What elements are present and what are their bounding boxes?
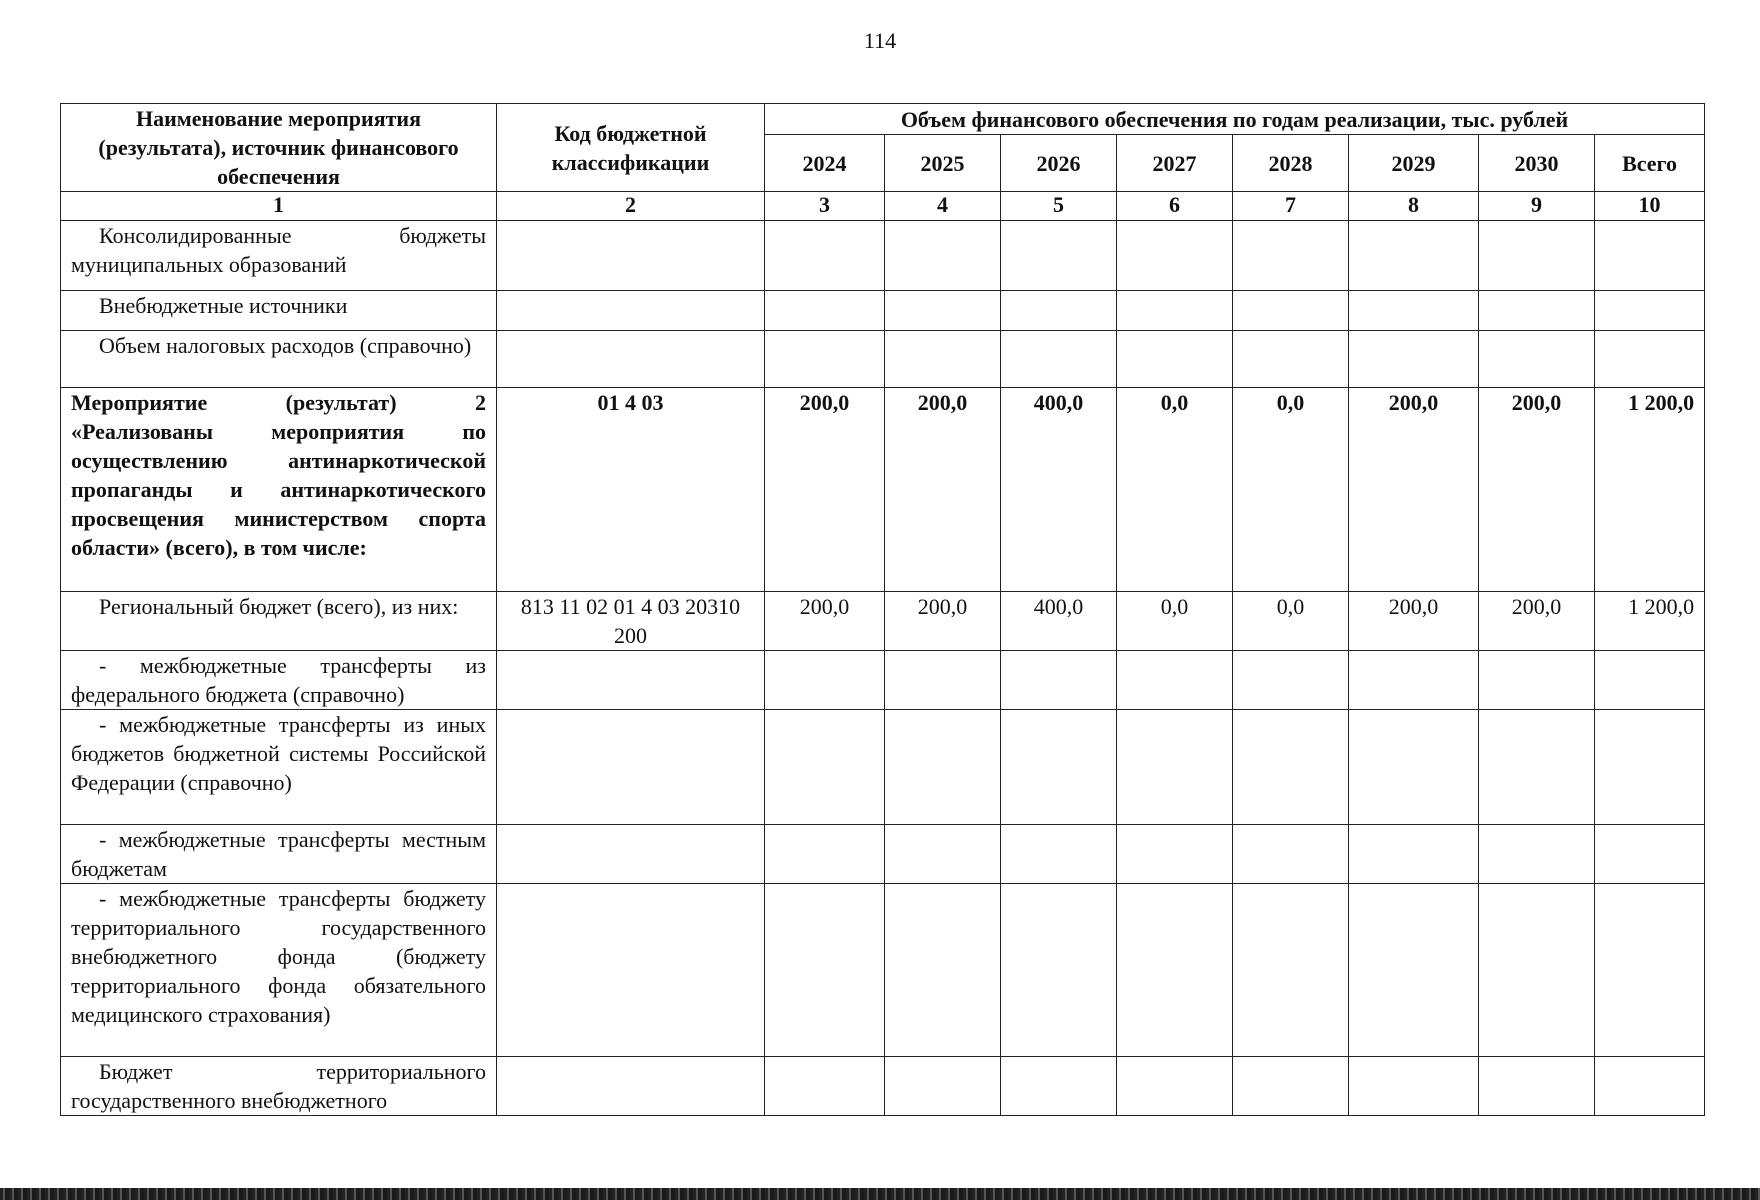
column-number: 10 bbox=[1595, 192, 1705, 221]
value-cell bbox=[1117, 825, 1233, 884]
header-year-2024: 2024 bbox=[765, 135, 885, 192]
value-cell bbox=[1001, 710, 1117, 825]
row-code bbox=[497, 825, 765, 884]
table-row bbox=[61, 651, 1705, 710]
row-code: 813 11 02 01 4 03 20310 200 bbox=[497, 592, 765, 651]
value-cell: 200,0 bbox=[1479, 388, 1595, 592]
value-cell: 200,0 bbox=[1479, 592, 1595, 651]
value-cell bbox=[1117, 1057, 1233, 1116]
value-cell bbox=[1233, 710, 1349, 825]
value-cell bbox=[765, 221, 885, 291]
row-name: - межбюджетные трансферты бюджету территориального государственного внебюджетного фонда (бюджету территориального фонда обязательного медицинского страхования) bbox=[61, 884, 497, 1057]
value-cell bbox=[1349, 1057, 1479, 1116]
value-cell bbox=[765, 1057, 885, 1116]
row-code: 01 4 03 bbox=[497, 388, 765, 592]
value-cell bbox=[1117, 710, 1233, 825]
value-cell bbox=[765, 884, 885, 1057]
value-cell: 0,0 bbox=[1233, 388, 1349, 592]
value-cell bbox=[1001, 825, 1117, 884]
value-cell bbox=[1233, 291, 1349, 331]
total-cell bbox=[1595, 825, 1705, 884]
value-cell: 200,0 bbox=[1349, 388, 1479, 592]
value-cell: 200,0 bbox=[765, 388, 885, 592]
value-cell: 400,0 bbox=[1001, 592, 1117, 651]
row-code bbox=[497, 291, 765, 331]
column-number-row bbox=[61, 192, 1705, 221]
row-name: - межбюджетные трансферты местным бюджетам bbox=[61, 825, 497, 884]
value-cell bbox=[1233, 825, 1349, 884]
total-cell bbox=[1595, 221, 1705, 291]
total-cell bbox=[1595, 1057, 1705, 1116]
column-number: 6 bbox=[1117, 192, 1233, 221]
value-cell bbox=[1349, 651, 1479, 710]
value-cell bbox=[1117, 221, 1233, 291]
value-cell bbox=[885, 221, 1001, 291]
value-cell bbox=[1349, 331, 1479, 388]
row-code bbox=[497, 221, 765, 291]
value-cell bbox=[1349, 825, 1479, 884]
value-cell bbox=[1117, 291, 1233, 331]
value-cell: 0,0 bbox=[1117, 388, 1233, 592]
value-cell bbox=[885, 884, 1001, 1057]
header-total: Всего bbox=[1595, 135, 1705, 192]
row-code bbox=[497, 710, 765, 825]
value-cell: 0,0 bbox=[1117, 592, 1233, 651]
header-row-top bbox=[61, 104, 1705, 135]
value-cell: 200,0 bbox=[885, 388, 1001, 592]
value-cell bbox=[1001, 331, 1117, 388]
value-cell: 0,0 bbox=[1233, 592, 1349, 651]
value-cell bbox=[1349, 221, 1479, 291]
header-year-2029: 2029 bbox=[1349, 135, 1479, 192]
value-cell bbox=[885, 651, 1001, 710]
table-row bbox=[61, 1057, 1705, 1116]
value-cell bbox=[1001, 1057, 1117, 1116]
value-cell bbox=[1349, 884, 1479, 1057]
table-row bbox=[61, 331, 1705, 388]
value-cell bbox=[1479, 1057, 1595, 1116]
value-cell bbox=[1349, 710, 1479, 825]
financing-table bbox=[60, 103, 1705, 1116]
value-cell bbox=[885, 331, 1001, 388]
value-cell bbox=[765, 291, 885, 331]
value-cell bbox=[765, 710, 885, 825]
row-code bbox=[497, 651, 765, 710]
total-cell bbox=[1595, 291, 1705, 331]
value-cell bbox=[1479, 651, 1595, 710]
value-cell bbox=[1233, 651, 1349, 710]
value-cell bbox=[1233, 221, 1349, 291]
value-cell bbox=[885, 710, 1001, 825]
total-cell bbox=[1595, 884, 1705, 1057]
total-cell bbox=[1595, 710, 1705, 825]
table-row bbox=[61, 825, 1705, 884]
value-cell bbox=[765, 651, 885, 710]
value-cell bbox=[765, 331, 885, 388]
total-cell bbox=[1595, 651, 1705, 710]
value-cell bbox=[1479, 331, 1595, 388]
value-cell bbox=[1233, 1057, 1349, 1116]
row-code bbox=[497, 331, 765, 388]
header-year-2028: 2028 bbox=[1233, 135, 1349, 192]
row-name: Внебюджетные источники bbox=[61, 291, 497, 331]
header-year-2026: 2026 bbox=[1001, 135, 1117, 192]
value-cell bbox=[1001, 651, 1117, 710]
column-number: 3 bbox=[765, 192, 885, 221]
value-cell bbox=[1001, 221, 1117, 291]
header-year-2027: 2027 bbox=[1117, 135, 1233, 192]
total-cell bbox=[1595, 331, 1705, 388]
value-cell: 200,0 bbox=[1349, 592, 1479, 651]
value-cell bbox=[1233, 884, 1349, 1057]
row-name: - межбюджетные трансферты из иных бюджетов бюджетной системы Российской Федерации (справочно) bbox=[61, 710, 497, 825]
table-row bbox=[61, 884, 1705, 1057]
table-row bbox=[61, 221, 1705, 291]
row-name: Мероприятие (результат) 2 «Реализованы мероприятия по осуществлению антинаркотической пропаганды и антинаркотического просвещения министерством спорта области» (всего), в том числе: bbox=[61, 388, 497, 592]
value-cell bbox=[1117, 331, 1233, 388]
page-number: 114 bbox=[863, 28, 897, 53]
header-funding-group: Объем финансового обеспечения по годам реализации, тыс. рублей bbox=[765, 104, 1705, 135]
header-year-2030: 2030 bbox=[1479, 135, 1595, 192]
value-cell bbox=[1117, 884, 1233, 1057]
column-number: 2 bbox=[497, 192, 765, 221]
value-cell bbox=[1479, 825, 1595, 884]
value-cell: 400,0 bbox=[1001, 388, 1117, 592]
value-cell bbox=[1001, 884, 1117, 1057]
column-number: 4 bbox=[885, 192, 1001, 221]
column-number: 9 bbox=[1479, 192, 1595, 221]
row-name: - межбюджетные трансферты из федерального бюджета (справочно) bbox=[61, 651, 497, 710]
row-name: Объем налоговых расходов (справочно) bbox=[61, 331, 497, 388]
header-year-2025: 2025 bbox=[885, 135, 1001, 192]
header-code-column: Код бюджетной классификации bbox=[497, 104, 765, 192]
table-row bbox=[61, 291, 1705, 331]
value-cell bbox=[1349, 291, 1479, 331]
column-number: 1 bbox=[61, 192, 497, 221]
total-cell: 1 200,0 bbox=[1595, 388, 1705, 592]
total-cell: 1 200,0 bbox=[1595, 592, 1705, 651]
value-cell bbox=[1479, 291, 1595, 331]
value-cell bbox=[885, 291, 1001, 331]
row-code bbox=[497, 884, 765, 1057]
scan-edge-bar bbox=[0, 1188, 1760, 1200]
value-cell bbox=[765, 825, 885, 884]
value-cell bbox=[1479, 710, 1595, 825]
value-cell bbox=[1233, 331, 1349, 388]
row-code bbox=[497, 1057, 765, 1116]
value-cell: 200,0 bbox=[885, 592, 1001, 651]
value-cell bbox=[1001, 291, 1117, 331]
row-name: Региональный бюджет (всего), из них: bbox=[61, 592, 497, 651]
column-number: 8 bbox=[1349, 192, 1479, 221]
value-cell bbox=[885, 1057, 1001, 1116]
value-cell bbox=[1117, 651, 1233, 710]
value-cell bbox=[885, 825, 1001, 884]
value-cell: 200,0 bbox=[765, 592, 885, 651]
table-row-event bbox=[61, 388, 1705, 592]
row-name: Бюджет территориального государственного внебюджетного bbox=[61, 1057, 497, 1116]
table-row bbox=[61, 710, 1705, 825]
value-cell bbox=[1479, 884, 1595, 1057]
table-row bbox=[61, 592, 1705, 651]
column-number: 7 bbox=[1233, 192, 1349, 221]
row-name: Консолидированные бюджеты муниципальных образований bbox=[61, 221, 497, 291]
value-cell bbox=[1479, 221, 1595, 291]
header-name-column: Наименование мероприятия (результата), источник финансового обеспечения bbox=[61, 104, 497, 192]
column-number: 5 bbox=[1001, 192, 1117, 221]
